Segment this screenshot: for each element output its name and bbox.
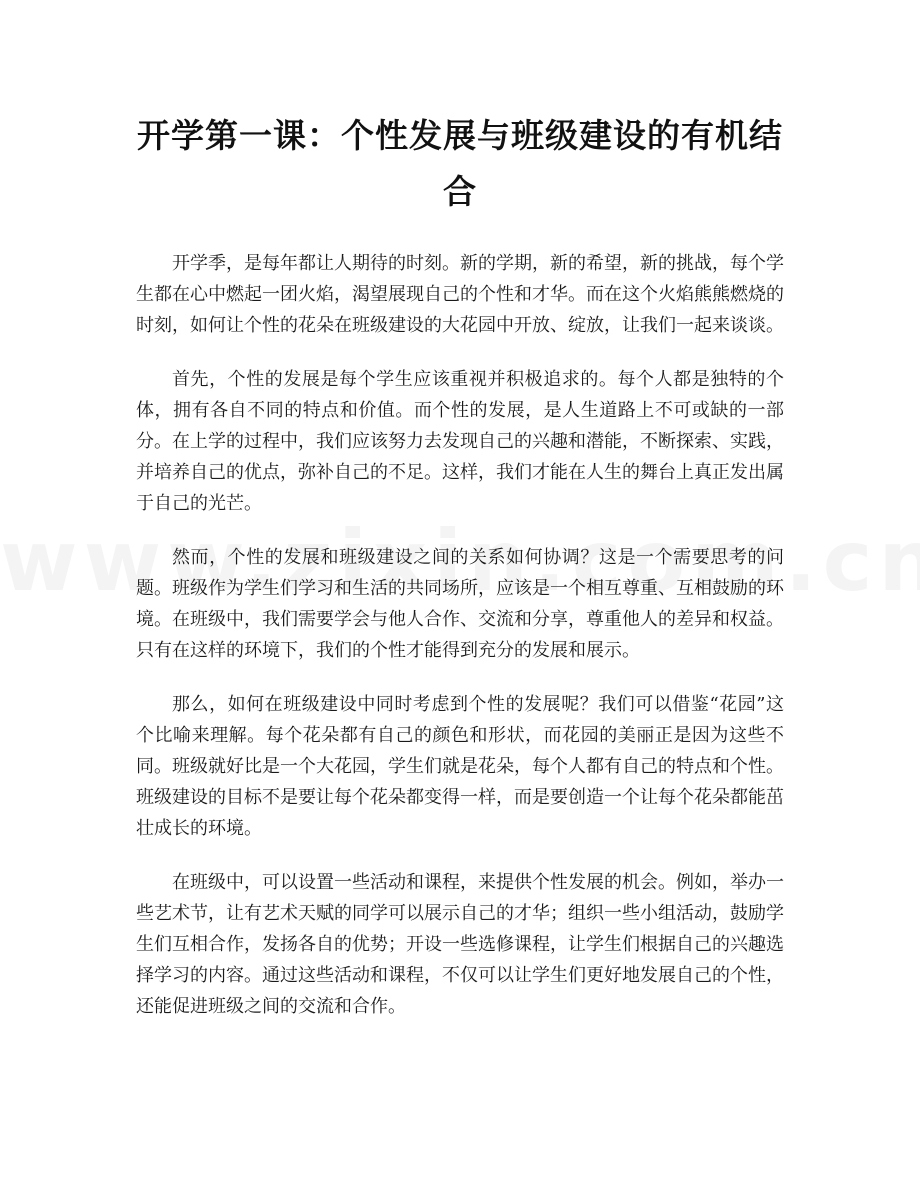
paragraph: 那么，如何在班级建设中同时考虑到个性的发展呢？我们可以借鉴“花园”这个比喻来理解。每个花朵都有自己的颜色和形状，而花园的美丽正是因为这些不同。班级就好比是一个大花园，学生们就是花朵，每个人都有自己的特点和个性。班级建设的目标不是要让每个花朵都变得一样，而是要创造一个让每个花朵都能茁壮成长的环境。	[136, 694, 784, 839]
document-title: 开学第一课：个性发展与班级建设的有机结合	[137, 116, 783, 211]
paragraph: 首先，个性的发展是每个学生应该重视并积极追求的。每个人都是独特的个体，拥有各自不同的特点和价值。而个性的发展，是人生道路上不可或缺的一部分。在上学的过程中，我们应该努力去发现自己的兴趣和潜能，不断探索、实践，并培养自己的优点，弥补自己的不足。这样，我们才能在人生的舞台上真正发出属于自己的光芒。	[136, 369, 784, 514]
paragraph: 然而，个性的发展和班级建设之间的关系如何协调？这是一个需要思考的问题。班级作为学生们学习和生活的共同场所，应该是一个相互尊重、互相鼓励的环境。在班级中，我们需要学会与他人合作、交流和分享，尊重他人的差异和权益。只有在这样的环境下，我们的个性才能得到充分的发展和展示。	[136, 547, 784, 661]
document-body	[136, 248, 784, 1045]
paragraph: 开学季，是每年都让人期待的时刻。新的学期，新的希望，新的挑战，每个学生都在心中燃起一团火焰，渴望展现自己的个性和才华。而在这个火焰熊熊燃烧的时刻，如何让个性的花朵在班级建设的大花园中开放、绽放，让我们一起来谈谈。	[136, 253, 784, 336]
paragraph: 在班级中，可以设置一些活动和课程，来提供个性发展的机会。例如，举办一些艺术节，让有艺术天赋的同学可以展示自己的才华；组织一些小组活动，鼓励学生们互相合作，发扬各自的优势；开设一些选修课程，让学生们根据自己的兴趣选择学习的内容。通过这些活动和课程，不仅可以让学生们更好地发展自己的个性，还能促进班级之间的交流和合作。	[136, 872, 784, 1017]
